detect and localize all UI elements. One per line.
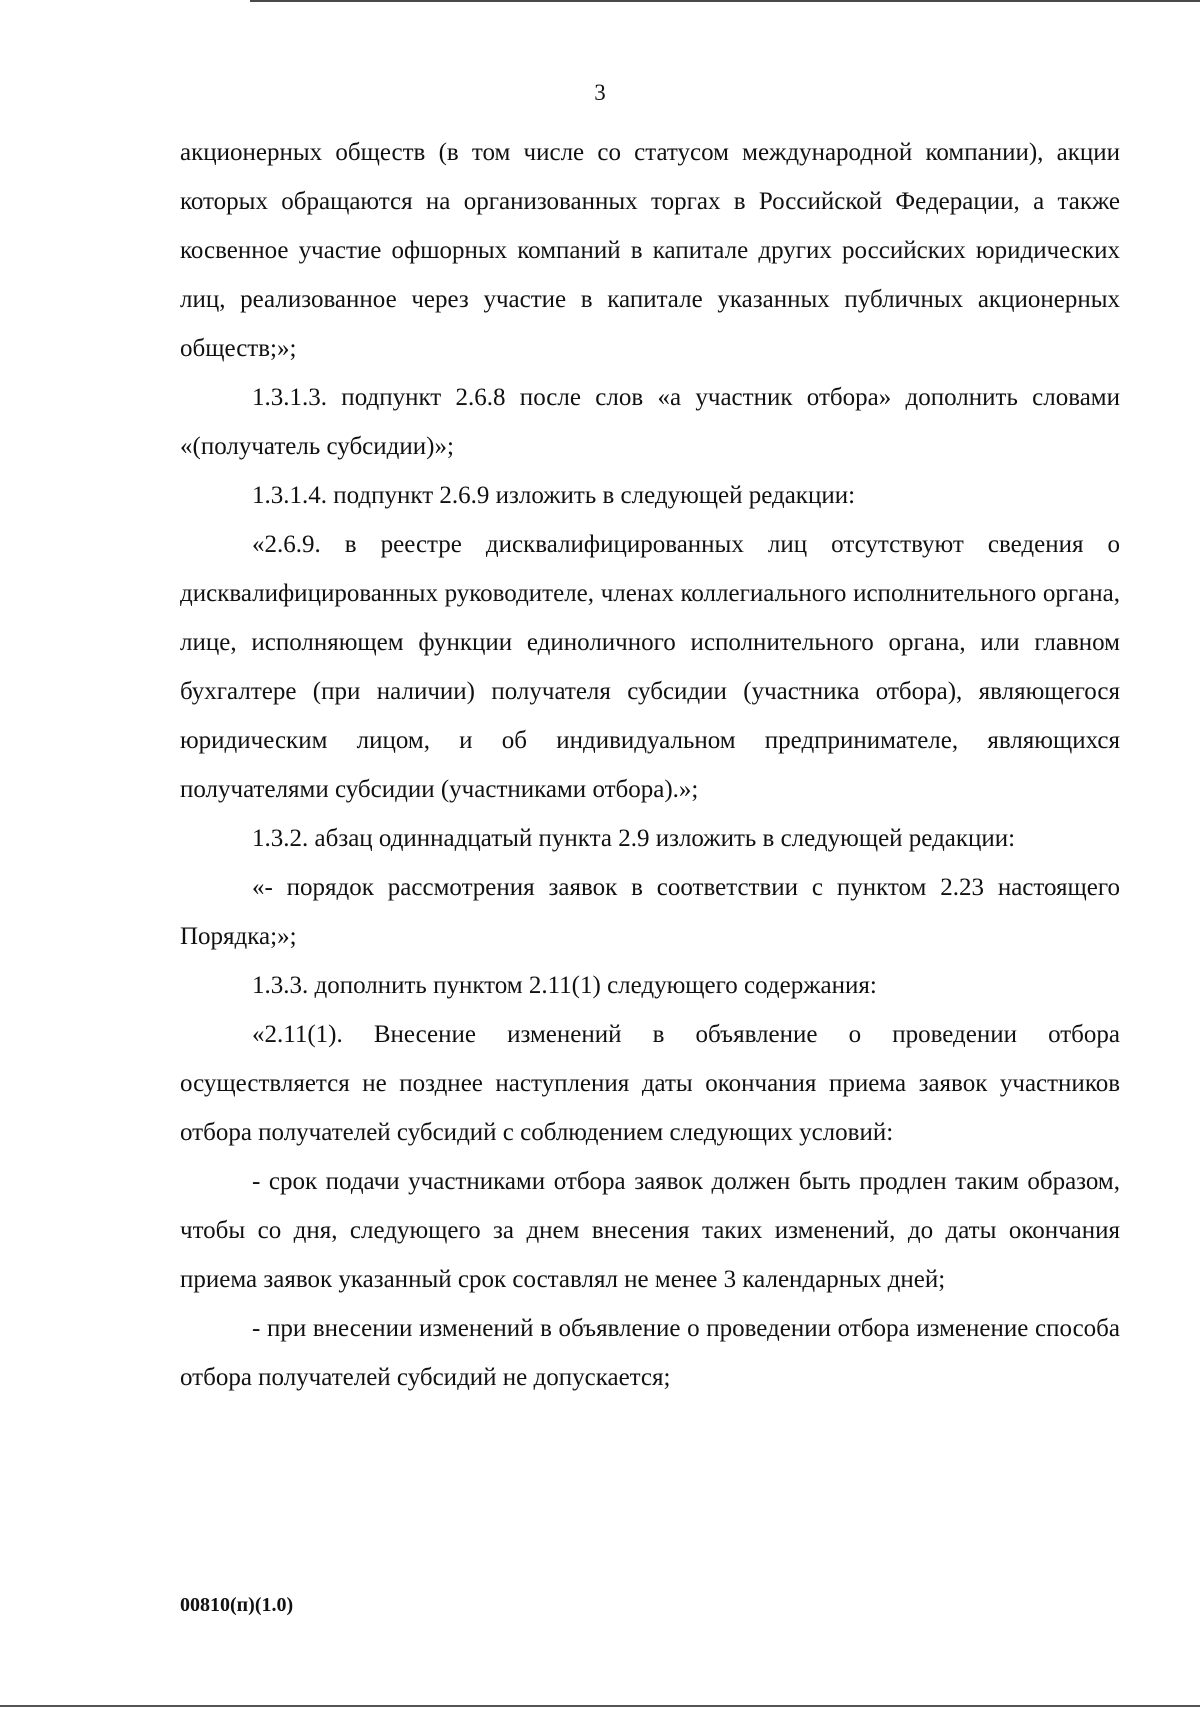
page-number: 3 <box>594 80 606 105</box>
paragraph-condition-method: - при внесении изменений в объявление о проведении отбора изменение способа отбора получателей субсидий не допускается; <box>180 1315 1120 1391</box>
paragraph-condition-deadline: - срок подачи участниками отбора заявок должен быть продлен таким образом, чтобы со дня, следующего за днем внесения таких изменений, до даты окончания приема заявок указанный срок составлял не менее 3 календарных дней; <box>180 1168 1120 1293</box>
paragraph-quote-2-6-9: «2.6.9. в реестре дисквалифицированных лиц отсутствуют сведения о дисквалифицированных руководителе, членах коллегиального исполнительного органа, лице, исполняющем функции единоличного исполнительного органа, или главном бухгалтере (при наличии) получателя субсидии (участника отбора), являющегося юридическим лицом, и об индивидуальном предпринимателе, являющихся получателями субсидии (участниками отбора).»; <box>180 531 1120 803</box>
paragraph-continuation: акционерных обществ (в том числе со статусом международной компании), акции которых обращаются на организованных торгах в Российской Федерации, а также косвенное участие офшорных компаний в капитале других российских юридических лиц, реализованное через участие в капитале указанных публичных акционерных обществ;»; <box>180 139 1120 362</box>
paragraph-item-1-3-3: 1.3.3. дополнить пунктом 2.11(1) следующего содержания: <box>252 972 877 999</box>
scan-edge-line-top <box>250 0 1200 2</box>
document-body <box>180 128 1120 1402</box>
paragraph-quote-2-11-1: «2.11(1). Внесение изменений в объявление о проведении отбора осуществляется не позднее наступления даты окончания приема заявок участников отбора получателей субсидий с соблюдением следующих условий: <box>180 1021 1120 1146</box>
paragraph-item-1-3-1-4: 1.3.1.4. подпункт 2.6.9 изложить в следующей редакции: <box>252 482 856 509</box>
paragraph-item-1-3-2: 1.3.2. абзац одиннадцатый пункта 2.9 изложить в следующей редакции: <box>252 825 1016 852</box>
document-code: 00810(п)(1.0) <box>180 1594 294 1616</box>
paragraph-item-1-3-1-3: 1.3.1.3. подпункт 2.6.8 после слов «а участник отбора» дополнить словами «(получатель субсидии)»; <box>180 384 1120 460</box>
scan-edge-line-bottom <box>0 1705 1200 1707</box>
paragraph-quote-review-order: «- порядок рассмотрения заявок в соответствии с пунктом 2.23 настоящего Порядка;»; <box>180 874 1120 950</box>
